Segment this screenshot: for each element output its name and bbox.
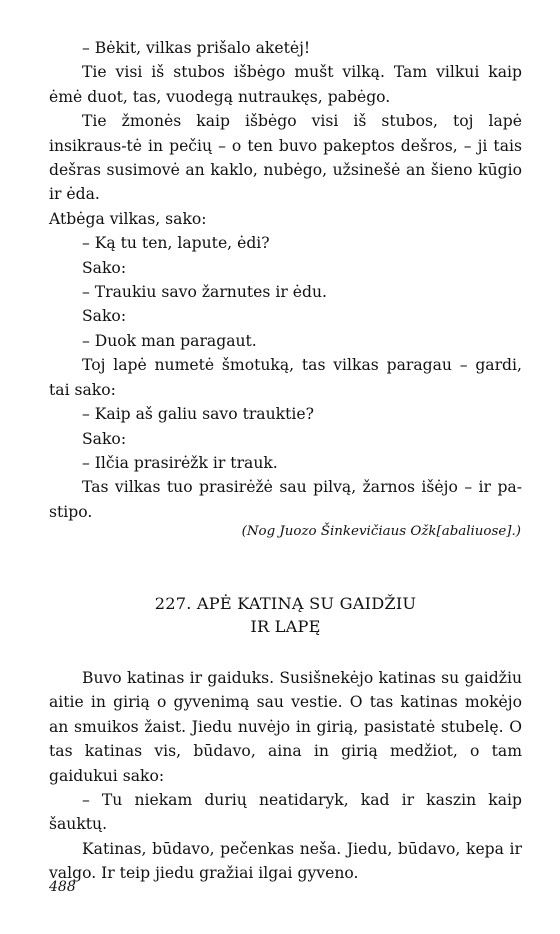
story-title-line: IR LAPĘ: [250, 617, 321, 636]
paragraph: Katinas, būdavo, pečenkas neša. Jiedu, būdavo, kepa ir valgo. Ir teip jiedu gražiai ilgai gyveno.: [49, 839, 522, 883]
paragraph: Sako:: [82, 429, 127, 448]
source-citation: (Nog Juozo Šinkevičiaus Ožk[abaliuose].): [241, 524, 521, 539]
paragraph: – Duok man paragaut.: [82, 331, 257, 350]
story-title-line: 227. APĖ KATINĄ SU GAIDŽIU: [154, 594, 417, 613]
story-title: [49, 592, 522, 638]
paragraph: Sako:: [82, 258, 127, 277]
paragraph: Buvo katinas ir gaiduks. Susišnekėjo katinas su gaidžiu aitie in girią o gyvenimą sau vestie. O tas katinas mokėjo an smuikos žaist. Jiedu nuvėjo in girią, pasistatė stubelę. O tas katinas vis, būdavo, aina in girią medžiot, o tam gaidukui sako:: [49, 669, 522, 785]
story-ending-text: [49, 36, 522, 524]
paragraph: Tie visi iš stubos išbėgo mušt vilką. Tam vilkui kaip ėmė duot, tas, vuodegą nutraukęs, pabėgo.: [49, 63, 522, 106]
paragraph: – Ką tu ten, lapute, ėdi?: [82, 234, 270, 253]
paragraph: Atbėga vilkas, sako:: [49, 209, 207, 228]
paragraph: Tie žmonės kaip išbėgo visi iš stubos, toj lapė insikraus-tė in pečių – o ten buvo pakeptos dešros, – ji tais dešras susimovė an kaklo, nubėgo, užsinešė an šieno kūgio ir ėda.: [49, 112, 522, 204]
paragraph: Tas vilkas tuo prasirėžė sau pilvą, žarnos išėjo – ir pa-stipo.: [49, 478, 522, 521]
paragraph: Sako:: [82, 307, 127, 326]
story-text: [49, 666, 522, 886]
paragraph: – Traukiu savo žarnutes ir ėdu.: [82, 283, 327, 302]
paragraph: Toj lapė numetė šmotuką, tas vilkas paragau – gardi, tai sako:: [49, 356, 522, 399]
paragraph: – Kaip aš galiu savo trauktie?: [82, 405, 314, 424]
paragraph: – Bėkit, vilkas prišalo aketėj!: [82, 39, 311, 57]
paragraph: – Tu niekam durių neatidaryk, kad ir kaszin kaip šauktų.: [49, 791, 522, 834]
page-number: 488: [49, 879, 76, 895]
paragraph: – Ilčia prasirėžk ir trauk.: [82, 453, 278, 472]
